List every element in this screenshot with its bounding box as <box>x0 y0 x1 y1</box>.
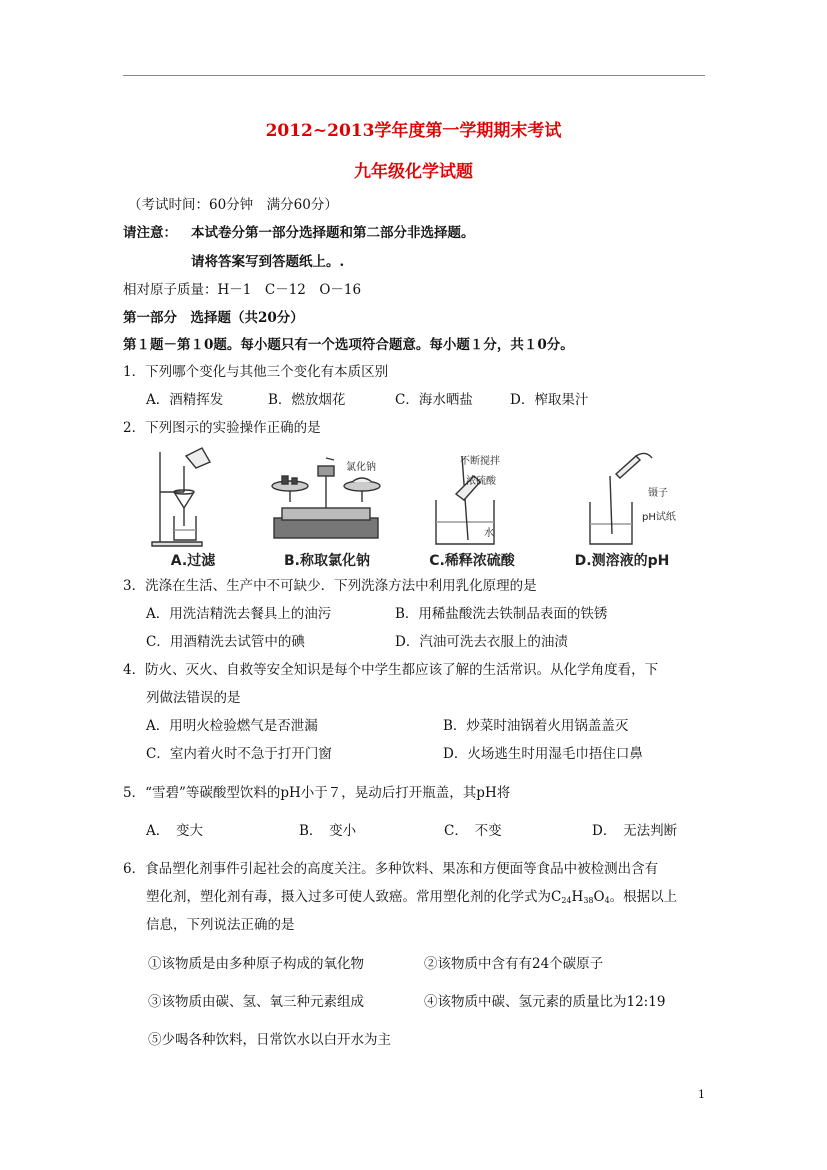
q4-stem-line2: 列做法错误的是 <box>146 690 241 706</box>
label-ph-paper: pH试纸 <box>642 512 676 523</box>
q4-option-d: D．火场逃生时用湿毛巾捂住口鼻 <box>443 746 643 762</box>
q2-stem: 2．下列图示的实验操作正确的是 <box>123 420 321 436</box>
figure-filtration <box>150 446 236 570</box>
label-stir: 不断搅拌 <box>460 456 500 467</box>
q3-option-a: A．用洗洁精洗去餐具上的油污 <box>146 606 332 622</box>
q6-statement-5: ⑤少喝各种饮料，日常饮水以白开水为主 <box>148 1032 391 1048</box>
figure-d-caption: D.测溶液的pH <box>574 553 670 569</box>
figure-b-caption: B.称取氯化钠 <box>284 553 370 569</box>
label-conc-acid: 浓硫酸 <box>466 476 496 487</box>
q6-stem-line1: 6．食品塑化剂事件引起社会的高度关注。多种饮料、果冻和方便面等食品中被检测出含有 <box>123 861 659 877</box>
header-rule <box>123 75 705 76</box>
q1-option-d: D．榨取果汁 <box>510 392 589 408</box>
q5-stem: 5．“雪碧”等碳酸型饮料的pH小于７，晃动后打开瓶盖，其pH将 <box>123 785 511 801</box>
figure-a-caption: A.过滤 <box>170 553 216 569</box>
q4-stem-line1: 4．防火、灭火、自救等安全知识是每个中学生都应该了解的生活常识。从化学角度看，下 <box>123 662 659 678</box>
q6-statement-2: ②该物质中含有有24个碳原子 <box>424 956 604 972</box>
q1-stem: 1．下列哪个变化与其他三个变化有本质区别 <box>123 364 389 380</box>
q4-option-b: B．炒菜时油锅着火用锅盖盖灭 <box>443 718 629 734</box>
notice-label: 请注意： <box>123 225 177 241</box>
atomic-mass: 相对原子质量：H－1 C－12 O－16 <box>123 282 362 298</box>
q5-option-d: D． 无法判断 <box>592 823 678 839</box>
q5-option-b: B． 变小 <box>299 823 357 839</box>
q3-stem: 3．洗涤在生活、生产中不可缺少．下列洗涤方法中利用乳化原理的是 <box>123 578 537 594</box>
label-sodium-chloride: 氯化钠 <box>346 462 376 473</box>
exam-info: （考试时间：60分钟 满分60分） <box>128 197 338 213</box>
label-tweezers: 镊子 <box>648 488 668 499</box>
filtration-apparatus-icon <box>150 446 236 550</box>
figure-ph-test <box>566 446 678 570</box>
q6-stem-line2-a: 塑化剂，塑化剂有毒，摄入过多可使人致癌。常用塑化剂的化学式为 <box>146 889 551 905</box>
q4-option-c: C．室内着火时不急于打开门窗 <box>146 746 332 762</box>
q1-option-a: A．酒精挥发 <box>146 392 224 408</box>
q6-stem-line2-b: 。根据以上 <box>609 889 678 905</box>
q6-statement-4: ④该物质中碳、氢元素的质量比为12:19 <box>424 994 666 1010</box>
exam-title: 2012~2013学年度第一学期期末考试 <box>265 121 562 141</box>
notice-line2: 请将答案写到答题纸上。. <box>191 254 345 270</box>
q3-option-b: B．用稀盐酸洗去铁制品表面的铁锈 <box>395 606 608 622</box>
q5-option-c: C． 不变 <box>444 823 502 839</box>
q6-stem-line2 <box>146 888 677 910</box>
chemical-formula: $C_{24}H_{38}O_4$ <box>551 889 610 905</box>
q6-statement-1: ①该物质是由多种原子构成的氧化物 <box>148 956 364 972</box>
notice-line1: 本试卷分第一部分选择题和第二部分非选择题。 <box>191 225 475 241</box>
figure-c-caption: C.稀释浓硫酸 <box>429 553 515 569</box>
label-water: 水 <box>484 528 494 539</box>
page-number: 1 <box>698 1088 705 1101</box>
q3-option-c: C．用酒精洗去试管中的碘 <box>146 634 305 650</box>
q1-option-b: B．燃放烟花 <box>268 392 346 408</box>
exam-subtitle: 九年级化学试题 <box>354 162 473 182</box>
figure-weighing <box>268 446 386 570</box>
part1-heading: 第一部分 选择题（共20分） <box>123 310 304 326</box>
q6-stem-line3: 信息，下列说法正确的是 <box>146 917 295 933</box>
q6-statement-3: ③该物质由碳、氢、氧三种元素组成 <box>148 994 364 1010</box>
figure-dilution <box>416 446 528 570</box>
q4-option-a: A．用明火检验燃气是否泄漏 <box>146 718 318 734</box>
part1-instructions: 第１题－第１0题。每小题只有一个选项符合题意。每小题１分，共１0分。 <box>123 337 574 353</box>
q3-option-d: D．汽油可洗去衣服上的油渍 <box>395 634 568 650</box>
q1-option-c: C．海水晒盐 <box>395 392 473 408</box>
q5-option-a: A． 变大 <box>146 823 203 839</box>
